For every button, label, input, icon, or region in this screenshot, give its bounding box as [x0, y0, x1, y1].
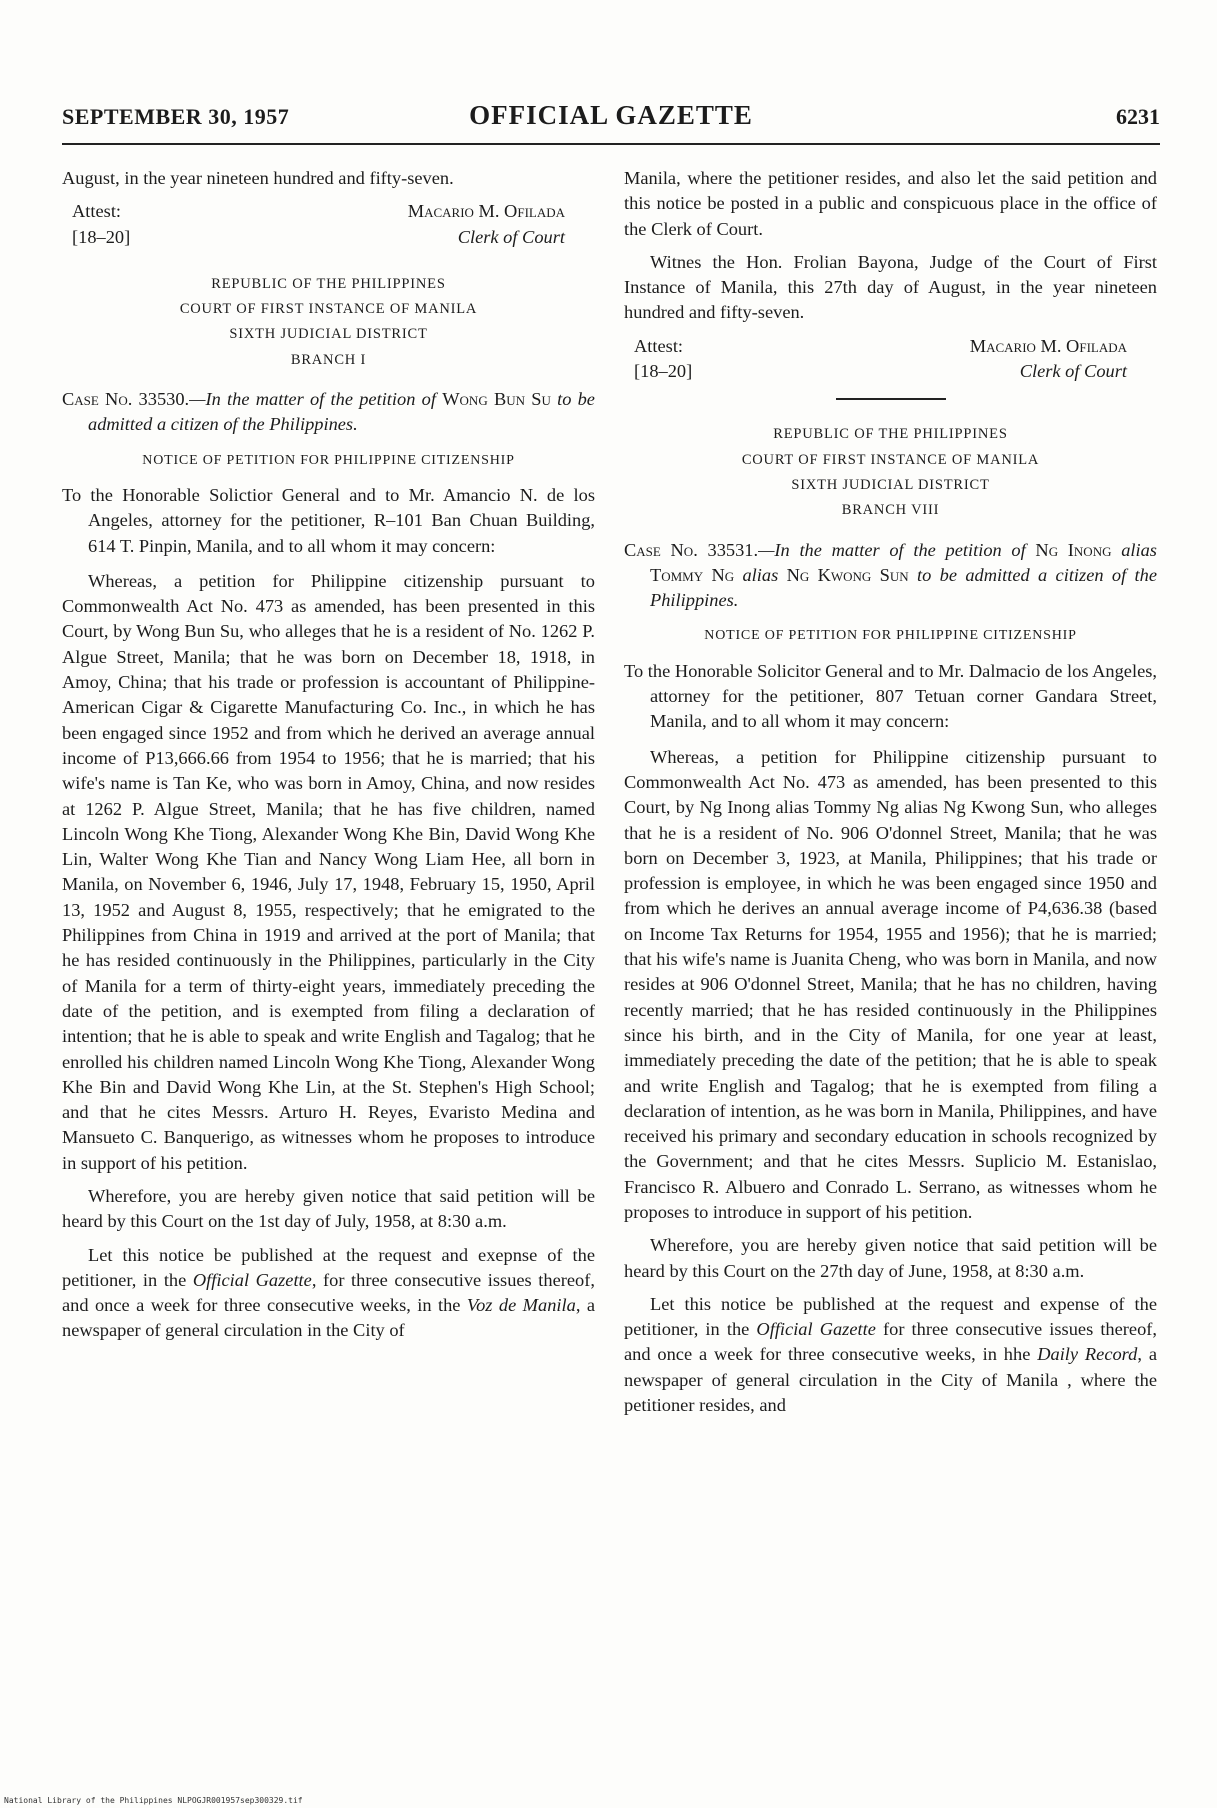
- attest-block: [624, 334, 1157, 385]
- continuation-text: Manila, where the petitioner resides, and also let the said petition and this notice be posted in a public and conspicuous place in the office of the Clerk of Court.: [624, 168, 1157, 239]
- case-heading: [624, 538, 1157, 614]
- case-heading: [62, 387, 595, 438]
- court-line: COURT OF FIRST INSTANCE OF MANILA: [741, 451, 1040, 468]
- notice-title: NOTICE OF PETITION FOR PHILIPPINE CITIZENSHIP: [142, 452, 515, 468]
- wherefore-paragraph: Wherefore, you are hereby given notice that said petition will be heard by this Court on the 27th day of June, 1958, at 8:30 a.m.: [624, 1235, 1157, 1281]
- clerk-name: Macario M. Ofilada: [969, 335, 1127, 356]
- publish-text: , for three consecutive issues thereof, and once a week for three consecutive weeks, in the: [62, 1269, 595, 1316]
- clerk-title: Clerk of Court: [457, 226, 565, 247]
- court-line: BRANCH I: [290, 351, 367, 368]
- court-heading: [624, 422, 1157, 523]
- scan-footer: National Library of the Philippines NLPOGJR001957sep300329.tif: [4, 1796, 303, 1805]
- publish-paragraph: [624, 1292, 1157, 1418]
- publish-text: Let this notice be published at the request and expense of the petitioner, in the: [624, 1293, 1157, 1340]
- newspaper-name: Voz de Manila: [466, 1295, 576, 1316]
- page-number: 6231: [1116, 104, 1160, 129]
- newspaper-name: Daily Record: [1037, 1344, 1138, 1365]
- attest-ref: [18–20]: [634, 361, 693, 382]
- clerk-name: Macario M. Ofilada: [407, 201, 565, 222]
- whereas-paragraph: Whereas, a petition for Philippine citizenship pursuant to Commonwealth Act No. 473 as amended, has been presented to this Court, by Ng Inong alias Tommy Ng alias Ng Kwong Sun, who alleges that he is a resident of No. 906 O'donnel Street, Manila; that he was born on December 3, 1923, at Manila, Philippines; that his trade or profession is employee, in which he was been engaged since 1950 and from which he derives an annual average income of P4,636.38 (based on Income Tax Returns for 1954, 1955 and 1956); that he is married; that his wife's name is Juanita Cheng, who was born in Manila, and now resides at 906 O'donnel Street, Manila; that he has no children, having recently married; that he has resided continuously in the Philippines since his birth, and in the City of Manila, for one year at least, immediately preceding the date of the petition; that he is able to speak and write English and Tagalog; that he is exempted from filing a declaration of intention, as he was born in Manila, Philippines, and have received his primary and secondary education in schools recognized by the Government; and that he cites Messrs. Suplicio M. Estanislao, Francisco R. Albuero and Conrado L. Serrano, as witnesses whom he proposes to introduce in support of his petition.: [624, 746, 1157, 1222]
- case-title-post: to be admitted a citizen of the Philippines.: [650, 564, 1157, 611]
- publish-text: for three consecutive issues thereof, and once a week for three consecutive weeks, in hhe: [624, 1319, 1157, 1365]
- petitioner-name: Wong Bun Su: [442, 389, 551, 410]
- attest-label: Attest:: [634, 335, 684, 356]
- case-number: Case No. 33531.: [624, 539, 759, 560]
- case-title-pre: —In the matter of the petition of: [758, 539, 1026, 560]
- wherefore-paragraph: Wherefore, you are hereby given notice that said petition will be heard by this Court on the 1st day of July, 1958, at 8:30 a.m.: [62, 1185, 595, 1232]
- court-line: REPUBLIC OF THE PHILIPPINES: [211, 275, 446, 292]
- left-column: [62, 166, 595, 1352]
- gazette-name: Official Gazette: [192, 1269, 312, 1290]
- clerk-signature: [970, 334, 1157, 385]
- publish-text: , a newspaper of general circulation in the City of Manila , where the petitioner resides, and: [624, 1344, 1157, 1416]
- court-heading: [62, 272, 595, 373]
- continuation-text: August, in the year nineteen hundred and fifty-seven.: [62, 168, 454, 188]
- gazette-name: Official Gazette: [756, 1319, 876, 1340]
- header-title: OFFICIAL GAZETTE: [469, 100, 753, 130]
- court-line: SIXTH JUDICIAL DISTRICT: [229, 326, 428, 343]
- case-number: Case No. 33530.: [62, 389, 190, 410]
- alias-word: alias: [1121, 539, 1157, 560]
- court-line: SIXTH JUDICIAL DISTRICT: [791, 476, 990, 493]
- court-line: REPUBLIC OF THE PHILIPPINES: [773, 426, 1008, 443]
- case-title-post: to be admitted a citizen of the Philippines.: [88, 389, 595, 435]
- notice-title: NOTICE OF PETITION FOR PHILIPPINE CITIZENSHIP: [704, 628, 1077, 644]
- witness-paragraph: Witnes the Hon. Frolian Bayona, Judge of the Court of First Instance of Manila, this 27th day of August, in the year nineteen hundred and fifty-seven.: [624, 251, 1157, 323]
- publish-paragraph: [62, 1243, 595, 1344]
- right-column: [624, 166, 1157, 1426]
- page-header: [62, 100, 1160, 140]
- clerk-signature: [408, 199, 595, 250]
- petitioner-alias: Tommy Ng: [650, 564, 735, 585]
- case-title-pre: —In the matter of the petition of: [189, 389, 436, 410]
- attest-label: Attest:: [72, 201, 122, 222]
- attest-block: [62, 199, 595, 250]
- attest-ref: [18–20]: [72, 226, 131, 247]
- whereas-paragraph: Whereas, a petition for Philippine citizenship pursuant to Commonwealth Act No. 473 as amended, has been presented in this Court, by Wong Bun Su, who alleges that he is a resident of No. 1262 P. Algue Street, Manila; that he was born on December 18, 1918, in Amoy, China; that his trade or profession is accountant of Philippine-American Cigar & Cigarette Manufacturing Co. Inc., in which he has been engaged since 1952 and from which he derived an average annual income of P13,666.66 from 1954 to 1956; that he is married; that his wife's name is Tan Ke, who was born in Amoy, China, and now resides at 1262 P. Algue Street, Manila; that he has five children, named Lincoln Wong Khe Tiong, Alexander Wong Khe Bin, David Wong Khe Lin, Walter Wong Khe Tian and Nancy Wong Liam Hee, all born in Manila, on November 6, 1946, July 17, 1948, February 15, 1950, April 13, 1952 and August 8, 1955, respectively; that he emigrated to the Philippines from China in 1919 and arrived at the port of Manila; that he has resided continuously in the Philippines, particularly in the City of Manila for a term of thirty-eight years, immediately preceding the date of the petition, and is exempted from filing a declaration of intention; that he is able to speak and write English and Tagalog; that he enrolled his children named Lincoln Wong Khe Tiong, Alexander Wong Khe Bin and David Wong Khe Lin, at the St. Stephen's High School; and that he cites Messrs. Arturo H. Reyes, Evaristo Medina and Mansueto C. Banquerigo, as witnesses whom he proposes to introduce in support of his petition.: [62, 570, 595, 1173]
- section-divider: [836, 398, 946, 400]
- court-line: BRANCH VIII: [841, 502, 940, 519]
- publish-text: , a newspaper of general circulation in the City of: [62, 1295, 596, 1341]
- alias-word: alias: [742, 564, 779, 585]
- petitioner-alias: Ng Kwong Sun: [786, 564, 909, 585]
- court-line: COURT OF FIRST INSTANCE OF MANILA: [179, 301, 478, 318]
- address-paragraph: To the Honorable Solictior General and to Mr. Amancio N. de los Angeles, attorney for the petitioner, R–101 Ban Chuan Building, 614 T. Pinpin, Manila, and to all whom it may concern:: [62, 484, 595, 556]
- publish-text: Let this notice be published at the request and exepnse of the petitioner, in the: [62, 1244, 595, 1290]
- header-rule: [62, 143, 1160, 145]
- address-paragraph: To the Honorable Solicitor General and to Mr. Dalmacio de los Angeles, attorney for the petitioner, 807 Tetuan corner Gandara Street, Manila, and to all whom it may concern:: [624, 660, 1157, 732]
- clerk-title: Clerk of Court: [1019, 361, 1127, 382]
- petitioner-name: Ng Inong: [1035, 539, 1112, 560]
- header-date: SEPTEMBER 30, 1957: [62, 104, 290, 129]
